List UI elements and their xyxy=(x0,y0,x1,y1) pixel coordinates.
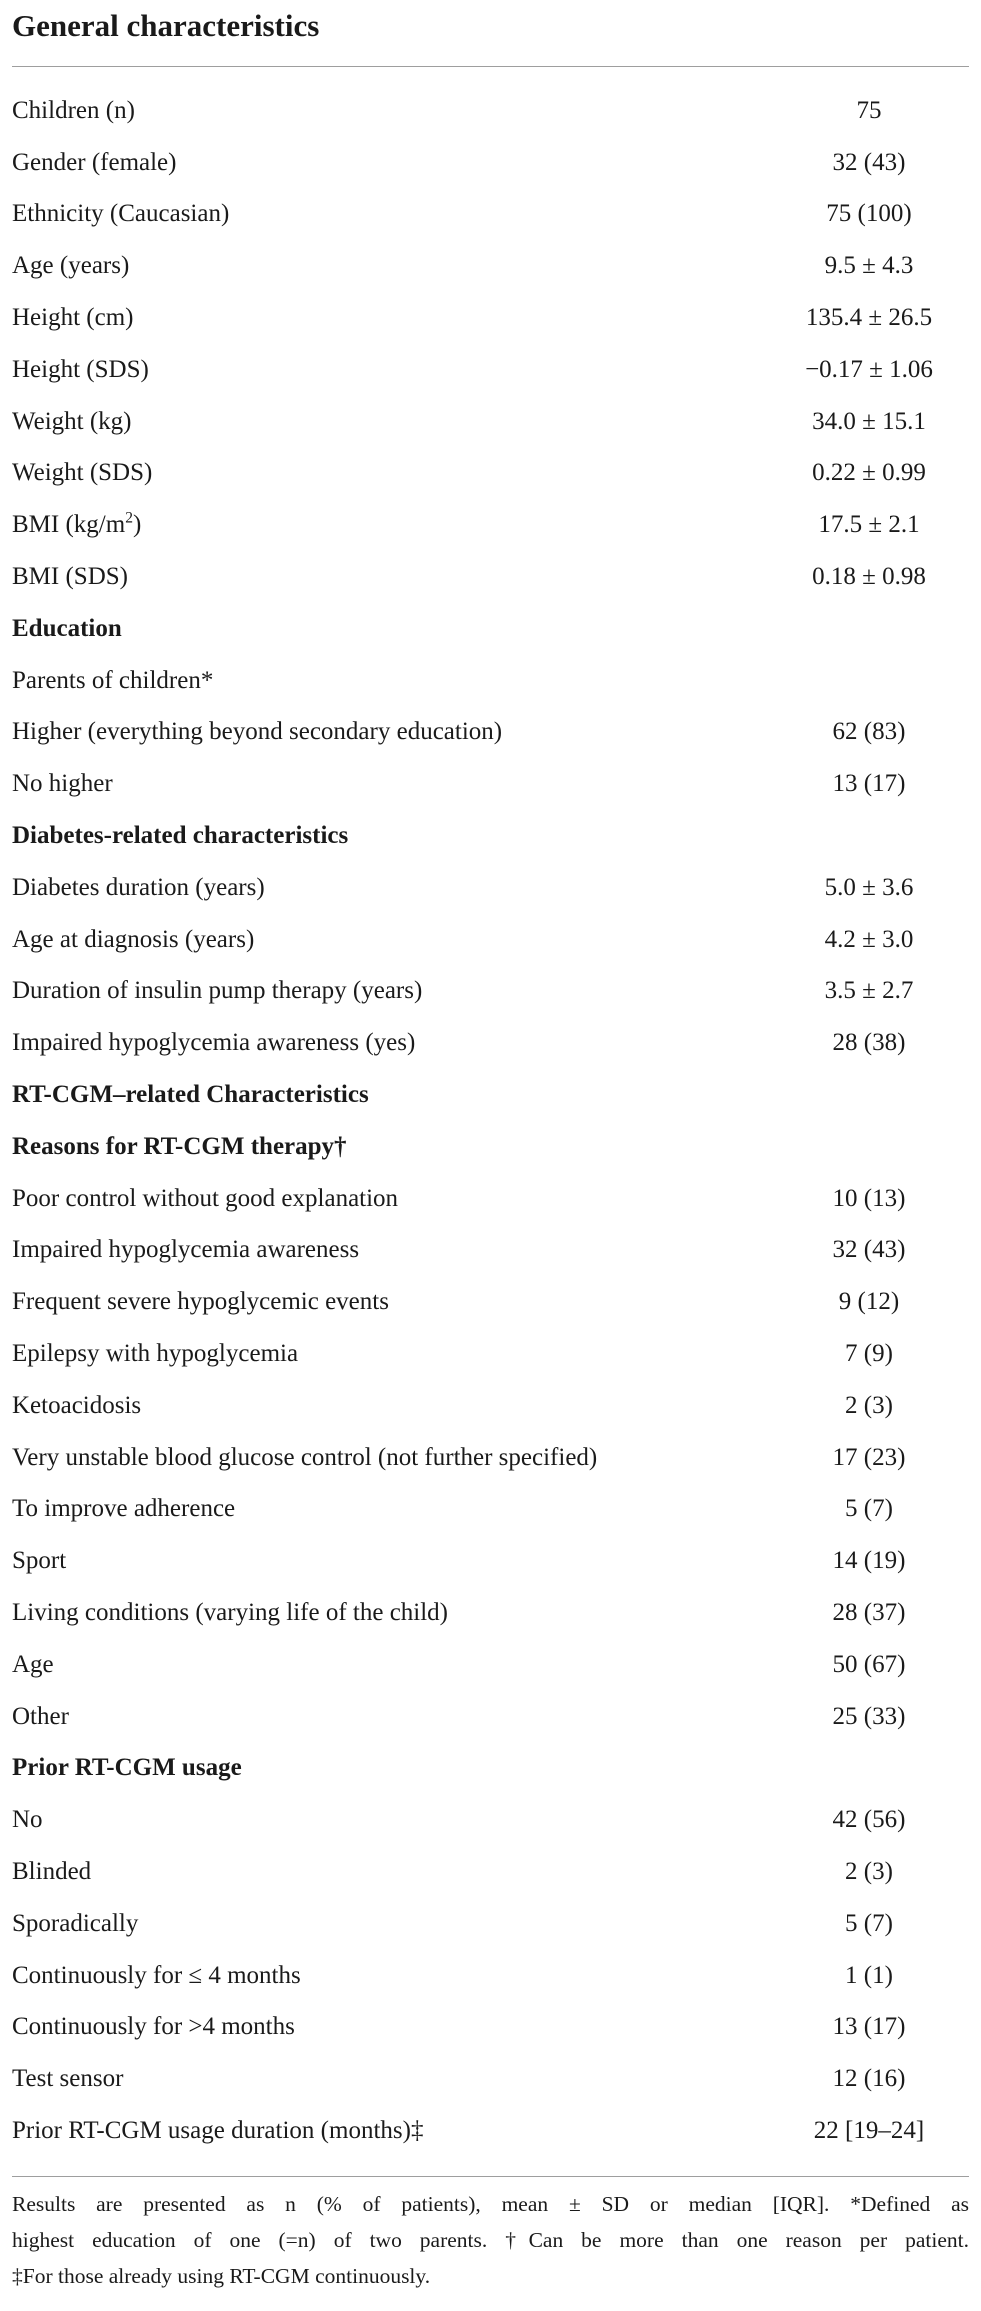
table-row xyxy=(12,1380,969,1432)
table-row xyxy=(12,966,969,1018)
row-value: 32 (43) xyxy=(832,1236,906,1264)
row-value: 50 (67) xyxy=(832,1650,906,1678)
row-label: No xyxy=(12,1806,43,1834)
row-value: 62 (83) xyxy=(832,718,906,746)
table-row xyxy=(12,1587,969,1639)
row-label: Ethnicity (Caucasian) xyxy=(12,200,230,228)
section-header-row xyxy=(12,1069,969,1121)
row-label: Prior RT-CGM usage duration (months)‡ xyxy=(12,2116,424,2144)
table-row xyxy=(12,1639,969,1691)
row-value: 28 (38) xyxy=(832,1029,906,1057)
footnote-line-1: Results are presented as n (% of patients), mean ± SD or median [IQR]. *Defined as xyxy=(12,2192,969,2216)
bottom-divider xyxy=(12,2176,969,2177)
row-label: Continuously for ≤ 4 months xyxy=(12,1961,301,1989)
characteristics-table xyxy=(12,85,969,2157)
table-row xyxy=(12,1691,969,1743)
table-row xyxy=(12,85,969,137)
row-value: 34.0 ± 15.1 xyxy=(812,407,926,435)
table-row xyxy=(12,551,969,603)
row-value: 9 (12) xyxy=(838,1288,900,1316)
section-header-row xyxy=(12,1743,969,1795)
row-label: Impaired hypoglycemia awareness xyxy=(12,1236,360,1264)
row-label: Duration of insulin pump therapy (years) xyxy=(12,977,423,1005)
table-row xyxy=(12,292,969,344)
row-label: Parents of children* xyxy=(12,666,214,694)
row-value: 28 (37) xyxy=(832,1599,906,1626)
table-row xyxy=(12,862,969,914)
table-row xyxy=(12,137,969,189)
table-row xyxy=(12,2001,969,2053)
footnote-line-2: highest education of one (=n) of two parents. †Can be more than one reason per patient. xyxy=(12,2228,969,2252)
table-footnote xyxy=(12,2186,969,2294)
table-row xyxy=(12,344,969,396)
row-value: 14 (19) xyxy=(832,1547,906,1575)
table-row xyxy=(12,1017,969,1069)
section-header-row xyxy=(12,603,969,655)
row-label: No higher xyxy=(12,770,113,798)
row-value: 13 (17) xyxy=(832,770,906,798)
table-row xyxy=(12,240,969,292)
row-label: Gender (female) xyxy=(12,148,177,176)
row-value: 22 [19–24] xyxy=(813,2116,925,2144)
row-label: Test sensor xyxy=(12,2065,124,2093)
table-row xyxy=(12,758,969,810)
row-value: 2 (3) xyxy=(845,1391,893,1419)
table-row xyxy=(12,1432,969,1484)
row-label: Weight (kg) xyxy=(12,407,132,435)
row-value: 42 (56) xyxy=(832,1806,906,1834)
table-row xyxy=(12,2053,969,2105)
row-value: 4.2 ± 3.0 xyxy=(824,925,914,953)
table-row xyxy=(12,448,969,500)
row-label: Diabetes duration (years) xyxy=(12,873,265,901)
row-label: Other xyxy=(12,1702,69,1730)
row-value: 0.22 ± 0.99 xyxy=(812,459,926,487)
section-header-row xyxy=(12,1121,969,1173)
table-row xyxy=(12,1535,969,1587)
row-label: Living conditions (varying life of the child) xyxy=(12,1599,449,1626)
row-label: Higher (everything beyond secondary education) xyxy=(12,718,503,746)
table-row xyxy=(12,396,969,448)
table-row xyxy=(12,1225,969,1277)
table-row xyxy=(12,1846,969,1898)
section-label: RT-CGM–related Characteristics xyxy=(12,1081,369,1109)
row-value: 25 (33) xyxy=(832,1702,906,1730)
row-value: 12 (16) xyxy=(832,2065,906,2093)
row-label: To improve adherence xyxy=(12,1495,236,1523)
row-value: 0.18 ± 0.98 xyxy=(812,563,926,591)
row-label: Blinded xyxy=(12,1857,92,1885)
row-label: BMI (SDS) xyxy=(12,563,128,591)
row-value: 10 (13) xyxy=(832,1184,906,1212)
table-row xyxy=(12,189,969,241)
row-label: Age xyxy=(12,1650,54,1678)
table-row xyxy=(12,2105,969,2157)
table-row xyxy=(12,1276,969,1328)
row-label: Age at diagnosis (years) xyxy=(12,925,255,953)
row-label: Poor control without good explanation xyxy=(12,1184,399,1212)
row-label: Children (n) xyxy=(12,96,135,124)
row-label: Frequent severe hypoglycemic events xyxy=(12,1288,389,1316)
table-row xyxy=(12,1794,969,1846)
row-value: 5 (7) xyxy=(845,1909,893,1937)
table-row xyxy=(12,1898,969,1950)
section-label: Education xyxy=(12,614,122,642)
row-value: 75 (100) xyxy=(826,200,912,228)
table-row xyxy=(12,1950,969,2002)
row-value: 3.5 ± 2.7 xyxy=(824,977,914,1005)
top-divider xyxy=(12,66,969,67)
row-label: Sporadically xyxy=(12,1909,139,1937)
row-label: Height (SDS) xyxy=(12,355,149,383)
table-row xyxy=(12,1328,969,1380)
row-label: BMI $(kg/m^2)$ xyxy=(12,509,142,539)
row-value: −0.17 ± 1.06 xyxy=(805,355,933,383)
row-label: Impaired hypoglycemia awareness (yes) xyxy=(12,1029,416,1057)
section-label: Reasons for RT-CGM therapy† xyxy=(12,1132,347,1160)
table-row xyxy=(12,499,969,551)
row-label: Height (cm) xyxy=(12,304,134,332)
table-title: General characteristics xyxy=(12,8,320,43)
table-row xyxy=(12,1173,969,1225)
row-label: Sport xyxy=(12,1547,67,1575)
row-value: 7 (9) xyxy=(845,1340,893,1368)
table-row xyxy=(12,707,969,759)
table-row xyxy=(12,914,969,966)
row-value: 17.5 ± 2.1 xyxy=(818,511,920,539)
row-label: Age (years) xyxy=(12,252,130,280)
row-value: 135.4 ± 26.5 xyxy=(805,304,933,332)
row-label: Epilepsy with hypoglycemia xyxy=(12,1340,299,1368)
row-label: Weight (SDS) xyxy=(12,459,153,487)
section-header-row xyxy=(12,810,969,862)
row-value: 5 (7) xyxy=(845,1495,893,1523)
footnote-line-3: ‡For those already using RT-CGM continuously. xyxy=(12,2264,431,2288)
row-value: 5.0 ± 3.6 xyxy=(824,873,914,901)
row-label: Ketoacidosis xyxy=(12,1391,142,1419)
row-value: 75 xyxy=(856,96,882,124)
row-value: 32 (43) xyxy=(832,148,906,176)
row-value: 9.5 ± 4.3 xyxy=(824,252,914,280)
row-label: Continuously for >4 months xyxy=(12,2013,295,2041)
row-value: 2 (3) xyxy=(845,1857,893,1885)
section-label: Diabetes-related characteristics xyxy=(12,822,349,850)
table-row xyxy=(12,655,969,707)
table-row xyxy=(12,1484,969,1536)
section-label: Prior RT-CGM usage xyxy=(12,1754,242,1782)
row-value: 13 (17) xyxy=(832,2013,906,2041)
row-value: 17 (23) xyxy=(832,1443,906,1471)
row-label: Very unstable blood glucose control (not further specified) xyxy=(12,1443,598,1471)
row-value: 1 (1) xyxy=(845,1961,893,1989)
